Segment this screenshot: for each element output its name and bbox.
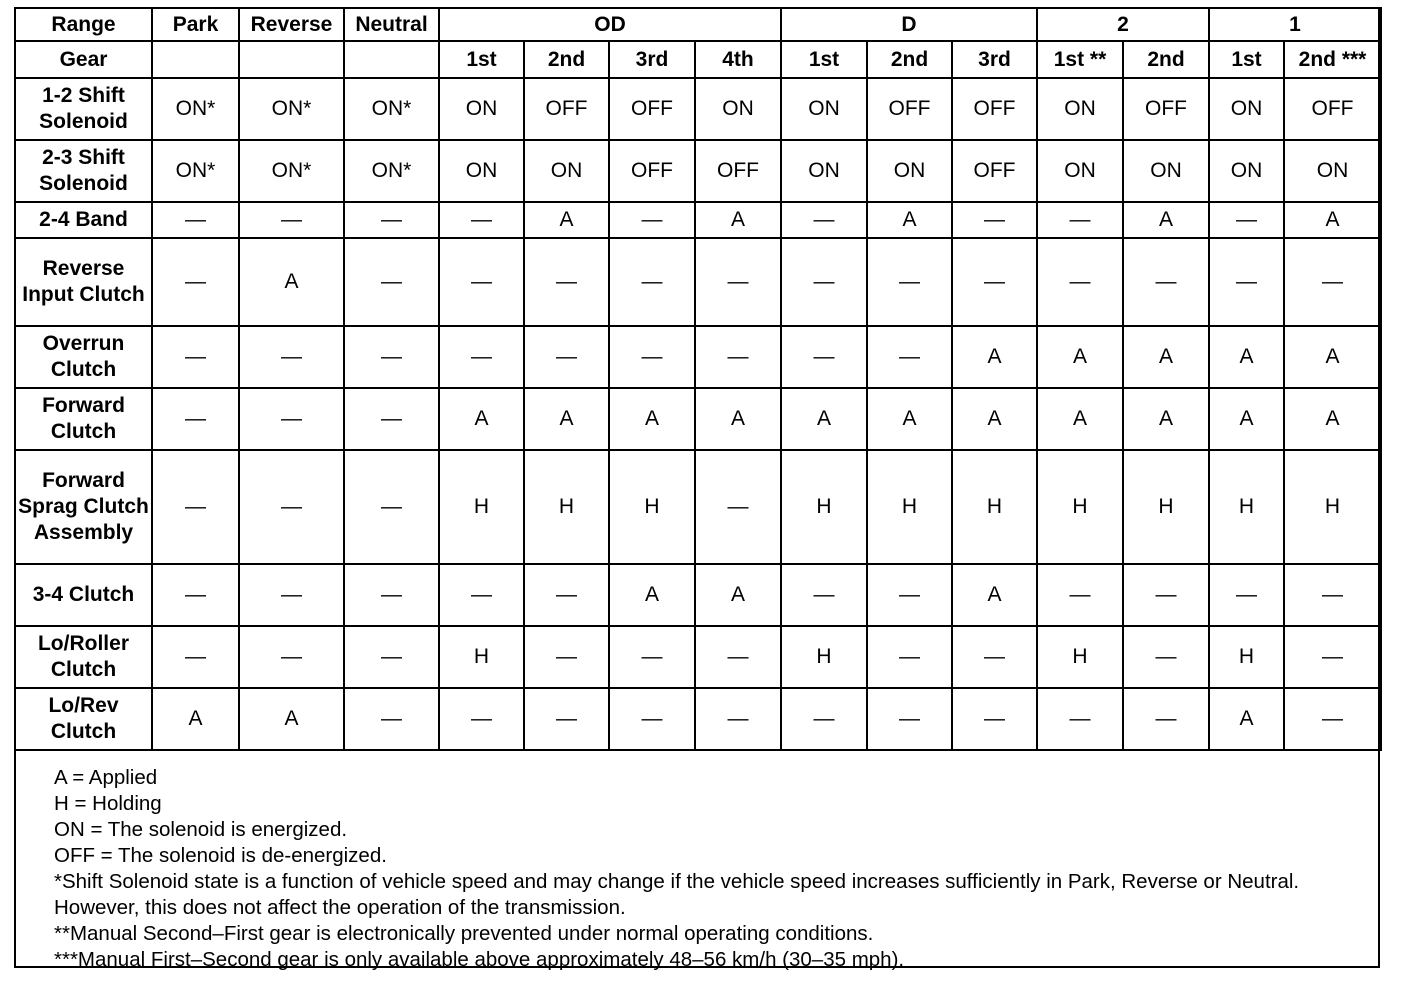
state-cell: —: [524, 238, 609, 326]
state-cell: A: [695, 564, 781, 626]
state-cell: —: [609, 326, 695, 388]
state-cell: A: [1123, 202, 1209, 238]
state-cell: —: [239, 564, 344, 626]
state-cell: OFF: [524, 78, 609, 140]
state-cell: A: [152, 688, 239, 750]
state-cell: —: [524, 626, 609, 688]
state-cell: —: [1037, 688, 1123, 750]
state-cell: H: [439, 450, 524, 564]
state-cell: ON: [1209, 140, 1284, 202]
gear-cell: 1st: [439, 41, 524, 78]
state-cell: —: [1037, 564, 1123, 626]
component-label: Lo/Rev Clutch: [15, 688, 152, 750]
state-cell: —: [867, 326, 952, 388]
state-cell: ON*: [239, 140, 344, 202]
state-cell: —: [952, 202, 1037, 238]
state-cell: H: [867, 450, 952, 564]
legend-line: OFF = The solenoid is de-energized.: [54, 844, 387, 867]
legend: [54, 765, 1374, 973]
clutch-application-table: [14, 7, 1382, 751]
state-cell: —: [1037, 202, 1123, 238]
state-cell: ON: [1209, 78, 1284, 140]
state-cell: A: [952, 388, 1037, 450]
state-cell: ON: [524, 140, 609, 202]
component-row: [15, 564, 1381, 626]
state-cell: A: [1209, 326, 1284, 388]
state-cell: OFF: [1284, 78, 1381, 140]
range-2: 2: [1037, 8, 1209, 41]
state-cell: —: [1209, 238, 1284, 326]
state-cell: —: [439, 564, 524, 626]
state-cell: —: [609, 688, 695, 750]
transmission-chart: [14, 7, 1380, 971]
state-cell: —: [439, 326, 524, 388]
component-label: Lo/Roller Clutch: [15, 626, 152, 688]
legend-line: ***Manual First–Second gear is only available above approximately 48–56 km/h (30–35 mph).: [54, 948, 905, 971]
component-label: 2-4 Band: [15, 202, 152, 238]
state-cell: A: [867, 202, 952, 238]
state-cell: —: [781, 238, 867, 326]
state-cell: ON*: [152, 140, 239, 202]
component-rows: [15, 78, 1381, 750]
state-cell: —: [609, 202, 695, 238]
gear-cell: 2nd ***: [1284, 41, 1381, 78]
component-label: Reverse Input Clutch: [15, 238, 152, 326]
gear-header-row: [15, 41, 1381, 78]
state-cell: —: [781, 326, 867, 388]
component-label: Forward Sprag Clutch Assembly: [15, 450, 152, 564]
state-cell: ON*: [344, 140, 439, 202]
range-header-row: [15, 8, 1381, 41]
state-cell: A: [239, 688, 344, 750]
legend-line: H = Holding: [54, 792, 162, 815]
component-label: 3-4 Clutch: [15, 564, 152, 626]
state-cell: —: [344, 388, 439, 450]
state-cell: —: [867, 238, 952, 326]
state-cell: —: [867, 564, 952, 626]
state-cell: H: [524, 450, 609, 564]
state-cell: OFF: [867, 78, 952, 140]
state-cell: —: [781, 564, 867, 626]
component-row: [15, 388, 1381, 450]
state-cell: A: [952, 326, 1037, 388]
state-cell: —: [152, 564, 239, 626]
state-cell: A: [1284, 388, 1381, 450]
state-cell: H: [439, 626, 524, 688]
state-cell: H: [1037, 450, 1123, 564]
state-cell: —: [152, 388, 239, 450]
range-od: OD: [439, 8, 781, 41]
state-cell: —: [695, 326, 781, 388]
component-label: Forward Clutch: [15, 388, 152, 450]
state-cell: —: [952, 688, 1037, 750]
state-cell: OFF: [609, 140, 695, 202]
state-cell: —: [1284, 626, 1381, 688]
component-row: [15, 238, 1381, 326]
state-cell: H: [952, 450, 1037, 564]
state-cell: —: [344, 326, 439, 388]
component-row: [15, 78, 1381, 140]
state-cell: H: [1209, 626, 1284, 688]
state-cell: —: [344, 564, 439, 626]
state-cell: —: [1284, 564, 1381, 626]
state-cell: ON*: [344, 78, 439, 140]
range-d: D: [781, 8, 1037, 41]
state-cell: —: [344, 688, 439, 750]
legend-line: ON = The solenoid is energized.: [54, 818, 348, 841]
state-cell: —: [1123, 688, 1209, 750]
legend-line: **Manual Second–First gear is electronically prevented under normal operating conditions.: [54, 922, 874, 945]
state-cell: —: [1037, 238, 1123, 326]
state-cell: A: [239, 238, 344, 326]
state-cell: A: [439, 388, 524, 450]
state-cell: A: [524, 202, 609, 238]
state-cell: —: [439, 202, 524, 238]
gear-cell: 2nd: [524, 41, 609, 78]
state-cell: —: [152, 326, 239, 388]
legend-line: *Shift Solenoid state is a function of vehicle speed and may change if the vehicle speed increases sufficiently in Park, Reverse or Neutral. However, this does not affect the operation of the transmission.: [54, 870, 1300, 919]
state-cell: OFF: [695, 140, 781, 202]
state-cell: —: [439, 238, 524, 326]
gear-cell: 1st **: [1037, 41, 1123, 78]
state-cell: A: [609, 564, 695, 626]
state-cell: A: [1037, 388, 1123, 450]
state-cell: A: [867, 388, 952, 450]
state-cell: —: [1123, 626, 1209, 688]
state-cell: —: [239, 202, 344, 238]
state-cell: —: [524, 564, 609, 626]
state-cell: ON: [867, 140, 952, 202]
gear-cell: 4th: [695, 41, 781, 78]
state-cell: H: [781, 450, 867, 564]
component-label: Overrun Clutch: [15, 326, 152, 388]
gear-label: Gear: [15, 41, 152, 78]
state-cell: ON: [1037, 78, 1123, 140]
state-cell: A: [695, 202, 781, 238]
state-cell: —: [152, 238, 239, 326]
state-cell: —: [952, 626, 1037, 688]
state-cell: —: [344, 626, 439, 688]
state-cell: A: [1209, 688, 1284, 750]
state-cell: —: [1284, 688, 1381, 750]
state-cell: A: [1037, 326, 1123, 388]
gear-cell: 1st: [1209, 41, 1284, 78]
state-cell: —: [781, 688, 867, 750]
state-cell: —: [695, 450, 781, 564]
component-row: [15, 202, 1381, 238]
state-cell: A: [952, 564, 1037, 626]
range-1: 1: [1209, 8, 1381, 41]
state-cell: —: [344, 202, 439, 238]
gear-cell: [344, 41, 439, 78]
state-cell: —: [524, 326, 609, 388]
component-row: [15, 326, 1381, 388]
gear-cell: 1st: [781, 41, 867, 78]
state-cell: ON: [439, 140, 524, 202]
state-cell: —: [1209, 564, 1284, 626]
state-cell: —: [695, 626, 781, 688]
state-cell: A: [695, 388, 781, 450]
state-cell: H: [1123, 450, 1209, 564]
state-cell: —: [781, 202, 867, 238]
state-cell: —: [152, 202, 239, 238]
state-cell: A: [1123, 326, 1209, 388]
state-cell: —: [952, 238, 1037, 326]
state-cell: A: [1209, 388, 1284, 450]
state-cell: —: [239, 450, 344, 564]
state-cell: H: [1037, 626, 1123, 688]
state-cell: —: [344, 238, 439, 326]
state-cell: —: [239, 388, 344, 450]
state-cell: —: [867, 688, 952, 750]
component-row: [15, 450, 1381, 564]
component-row: [15, 140, 1381, 202]
state-cell: —: [695, 238, 781, 326]
state-cell: ON: [1037, 140, 1123, 202]
state-cell: H: [781, 626, 867, 688]
state-cell: ON: [695, 78, 781, 140]
state-cell: A: [524, 388, 609, 450]
gear-cell: [239, 41, 344, 78]
state-cell: —: [439, 688, 524, 750]
state-cell: —: [239, 326, 344, 388]
state-cell: —: [524, 688, 609, 750]
state-cell: OFF: [609, 78, 695, 140]
state-cell: H: [1209, 450, 1284, 564]
gear-cell: 2nd: [867, 41, 952, 78]
state-cell: A: [1123, 388, 1209, 450]
state-cell: —: [609, 626, 695, 688]
range-neutral: Neutral: [344, 8, 439, 41]
component-label: 2-3 Shift Solenoid: [15, 140, 152, 202]
state-cell: A: [781, 388, 867, 450]
state-cell: —: [152, 626, 239, 688]
state-cell: —: [609, 238, 695, 326]
state-cell: ON: [781, 78, 867, 140]
gear-cell: 3rd: [609, 41, 695, 78]
state-cell: ON: [781, 140, 867, 202]
gear-cell: [152, 41, 239, 78]
range-reverse: Reverse: [239, 8, 344, 41]
state-cell: OFF: [952, 140, 1037, 202]
legend-line: A = Applied: [54, 766, 158, 789]
state-cell: A: [1284, 326, 1381, 388]
state-cell: ON*: [239, 78, 344, 140]
state-cell: —: [1123, 238, 1209, 326]
component-row: [15, 626, 1381, 688]
state-cell: ON*: [152, 78, 239, 140]
state-cell: OFF: [952, 78, 1037, 140]
component-label: 1-2 Shift Solenoid: [15, 78, 152, 140]
state-cell: OFF: [1123, 78, 1209, 140]
state-cell: —: [867, 626, 952, 688]
state-cell: A: [1284, 202, 1381, 238]
state-cell: —: [1123, 564, 1209, 626]
state-cell: —: [1284, 238, 1381, 326]
range-label: Range: [15, 8, 152, 41]
state-cell: H: [1284, 450, 1381, 564]
state-cell: ON: [439, 78, 524, 140]
state-cell: —: [152, 450, 239, 564]
state-cell: H: [609, 450, 695, 564]
range-park: Park: [152, 8, 239, 41]
state-cell: ON: [1284, 140, 1381, 202]
state-cell: —: [1209, 202, 1284, 238]
state-cell: —: [344, 450, 439, 564]
gear-cell: 2nd: [1123, 41, 1209, 78]
state-cell: ON: [1123, 140, 1209, 202]
state-cell: —: [695, 688, 781, 750]
component-row: [15, 688, 1381, 750]
gear-cell: 3rd: [952, 41, 1037, 78]
state-cell: —: [239, 626, 344, 688]
state-cell: A: [609, 388, 695, 450]
